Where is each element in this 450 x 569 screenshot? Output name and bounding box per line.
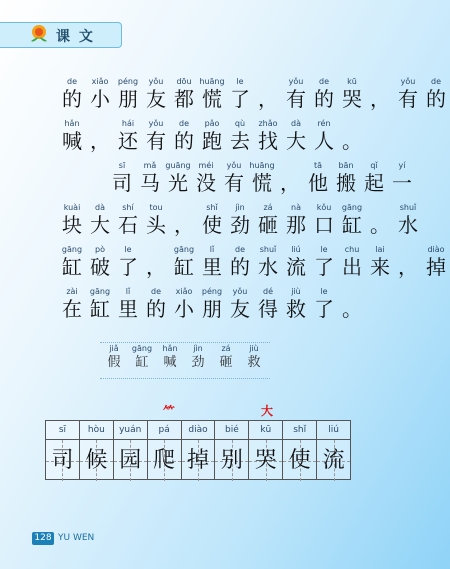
hanzi: 的: [426, 87, 446, 111]
grid-cell: [182, 421, 216, 479]
pinyin: shuǐ: [259, 245, 277, 254]
character-cell: [86, 76, 114, 112]
vocab-item: [240, 343, 268, 372]
grid-cell: [46, 421, 80, 479]
hanzi: ，: [146, 255, 166, 279]
character-cell: [276, 160, 304, 196]
hanzi: 使: [202, 213, 222, 237]
hanzi: 石: [118, 213, 138, 237]
character-cell: [338, 202, 366, 238]
hanzi: 出: [342, 255, 362, 279]
pinyin: zài: [66, 287, 78, 296]
pinyin: lai: [375, 245, 385, 254]
hanzi: 大: [90, 213, 110, 237]
character-cell: [114, 244, 142, 280]
hanzi: 。: [342, 297, 362, 321]
hanzi: 流: [286, 255, 306, 279]
grid-hanzi-box: [46, 440, 79, 481]
pinyin: [394, 244, 422, 255]
character-cell: [226, 76, 254, 112]
character-cell: [338, 244, 366, 280]
character-cell: [142, 286, 170, 322]
character-cell: [360, 160, 388, 196]
pinyin: diào: [427, 245, 445, 254]
section-title: 课 文: [56, 29, 95, 45]
hanzi: 有: [286, 87, 306, 111]
pinyin: [170, 202, 198, 213]
character-cell: [142, 202, 170, 238]
vocab-pinyin: jiǎ: [109, 344, 119, 353]
vocab-item: [100, 343, 128, 372]
pinyin: gāng: [61, 245, 83, 254]
character-cell: [136, 160, 164, 196]
pinyin: shí: [122, 203, 134, 212]
character-cell: [142, 76, 170, 112]
character-cell: [422, 76, 450, 112]
hanzi: 慌: [202, 87, 222, 111]
pinyin: gāng: [341, 203, 363, 212]
character-cell: [170, 118, 198, 154]
character-cell: [86, 118, 114, 154]
text-line: [58, 118, 378, 154]
vocab-item: [212, 343, 240, 372]
pinyin: de: [319, 77, 329, 86]
character-cell: [114, 76, 142, 112]
pinyin: zá: [263, 203, 273, 212]
character-cell: [142, 244, 170, 280]
character-cell: [58, 76, 86, 112]
character-cell: [198, 118, 226, 154]
pinyin: mǎ: [143, 161, 157, 170]
vocab-hanzi: 假: [107, 355, 121, 370]
character-cell: [282, 244, 310, 280]
pinyin: [338, 118, 366, 129]
vocab-pinyin: gāng: [131, 344, 153, 353]
pinyin: péng: [117, 77, 139, 86]
grid-hanzi-box: [182, 440, 215, 481]
grid-pinyin: pá: [148, 421, 181, 440]
hanzi: 那: [286, 213, 306, 237]
hanzi: 小: [90, 87, 110, 111]
pinyin: [86, 118, 114, 129]
character-cell: [114, 286, 142, 322]
pinyin: xiǎo: [175, 287, 193, 296]
character-cell: [254, 286, 282, 322]
character-cell: [226, 118, 254, 154]
character-cell: [114, 202, 142, 238]
hanzi: 慌: [252, 171, 272, 195]
vocab-pinyin: zá: [221, 344, 231, 353]
pinyin: zhǎo: [258, 119, 278, 128]
character-cell: [338, 118, 366, 154]
text-line: [58, 286, 378, 322]
hanzi: 了: [118, 255, 138, 279]
character-cell: [164, 160, 192, 196]
character-cell: [282, 202, 310, 238]
pinyin: huāng: [199, 77, 225, 86]
vocab-rule-bottom: [100, 378, 270, 379]
character-cell: [226, 202, 254, 238]
grid-hanzi: 流: [322, 448, 345, 473]
writing-grid: [45, 420, 351, 480]
grid-hanzi-box: [249, 440, 282, 481]
pinyin: de: [67, 77, 77, 86]
character-cell: [366, 202, 394, 238]
character-cell: [366, 244, 394, 280]
hanzi: 头: [146, 213, 166, 237]
hanzi: 缸: [62, 255, 82, 279]
hanzi: 里: [202, 255, 222, 279]
pinyin: [338, 286, 366, 297]
hanzi: 跑: [202, 129, 222, 153]
vocab-hanzi: 劲: [191, 355, 205, 370]
pinyin: dà: [95, 203, 105, 212]
character-cell: [310, 76, 338, 112]
hanzi: ，: [174, 213, 194, 237]
hanzi: 友: [230, 297, 250, 321]
hanzi: 朋: [202, 297, 222, 321]
book-label: YU WEN: [58, 533, 95, 543]
pinyin: yǒu: [232, 287, 248, 296]
pinyin: le: [320, 245, 328, 254]
character-cell: [58, 118, 86, 154]
character-cell: [198, 244, 226, 280]
grid-pinyin: sī: [46, 421, 79, 440]
pinyin: [276, 160, 304, 171]
page-number: 128: [32, 532, 54, 545]
hanzi: 破: [90, 255, 110, 279]
hanzi: 的: [314, 87, 334, 111]
character-cell: [394, 202, 422, 238]
grid-hanzi-box: [114, 440, 147, 481]
character-cell: [226, 244, 254, 280]
grid-hanzi-box: [317, 440, 350, 481]
character-cell: [254, 202, 282, 238]
character-cell: [332, 160, 360, 196]
character-cell: [310, 118, 338, 154]
character-cell: [198, 202, 226, 238]
text-line: [58, 202, 418, 238]
pinyin: yí: [398, 161, 406, 170]
hanzi: 缸: [174, 255, 194, 279]
vocabulary-row: [100, 343, 270, 372]
pinyin: huāng: [249, 161, 275, 170]
character-cell: [192, 160, 220, 196]
character-cell: [86, 202, 114, 238]
hanzi: 救: [286, 297, 306, 321]
grid-hanzi: 园: [119, 448, 142, 473]
hanzi: 人: [314, 129, 334, 153]
hanzi: 朋: [118, 87, 138, 111]
pinyin: xiǎo: [91, 77, 109, 86]
pinyin: bān: [338, 161, 354, 170]
hanzi: 。: [342, 129, 362, 153]
pinyin: liú: [291, 245, 301, 254]
hanzi: 他: [308, 171, 328, 195]
character-cell: [142, 118, 170, 154]
pinyin: dé: [263, 287, 273, 296]
pinyin: [366, 202, 394, 213]
character-cell: [170, 244, 198, 280]
pinyin: le: [236, 77, 244, 86]
vocab-pinyin: hǎn: [162, 344, 178, 353]
hanzi: 的: [146, 297, 166, 321]
character-cell: [310, 286, 338, 322]
hanzi: 光: [168, 171, 188, 195]
hanzi: ，: [370, 87, 390, 111]
pinyin: sī: [118, 161, 126, 170]
hanzi: 有: [224, 171, 244, 195]
hanzi: 的: [62, 87, 82, 111]
grid-cell: [317, 421, 350, 479]
hanzi: ，: [280, 171, 300, 195]
hanzi: ，: [258, 87, 278, 111]
hanzi: 砸: [258, 213, 278, 237]
character-cell: [254, 244, 282, 280]
hanzi: 口: [314, 213, 334, 237]
pinyin: qù: [234, 119, 246, 128]
pinyin: de: [235, 245, 245, 254]
grid-hanzi-box: [283, 440, 316, 481]
grid-pinyin: bié: [215, 421, 248, 440]
vocab-hanzi: 缸: [135, 355, 149, 370]
character-cell: [282, 118, 310, 154]
pinyin: lǐ: [125, 287, 131, 296]
grid-pinyin: kū: [249, 421, 282, 440]
grid-hanzi: 候: [85, 448, 108, 473]
pinyin: hǎn: [64, 119, 80, 128]
character-cell: [248, 160, 276, 196]
hanzi: 大: [286, 129, 306, 153]
character-cell: [282, 286, 310, 322]
hanzi: 哭: [342, 87, 362, 111]
grid-cell: [283, 421, 317, 479]
pinyin: yǒu: [288, 77, 304, 86]
character-cell: [58, 286, 86, 322]
character-cell: [338, 76, 366, 112]
vocab-pinyin: jiù: [249, 344, 259, 353]
pinyin: dōu: [176, 77, 192, 86]
pinyin: yǒu: [226, 161, 242, 170]
hanzi: 在: [62, 297, 82, 321]
hanzi: 的: [230, 255, 250, 279]
pinyin: hái: [121, 119, 135, 128]
vocab-pinyin: jìn: [193, 344, 203, 353]
pinyin: chu: [344, 245, 360, 254]
pinyin: kǒu: [316, 203, 332, 212]
hanzi: 一: [392, 171, 412, 195]
grid-pinyin: diào: [182, 421, 215, 440]
hanzi: 去: [230, 129, 250, 153]
character-cell: [198, 286, 226, 322]
pinyin: méi: [198, 161, 214, 170]
vocab-item: [156, 343, 184, 372]
pinyin: [254, 76, 282, 87]
vocab-item: [128, 343, 156, 372]
character-cell: [310, 244, 338, 280]
text-line: [58, 244, 446, 280]
hanzi: 司: [112, 171, 132, 195]
character-cell: [86, 286, 114, 322]
vocab-hanzi: 砸: [219, 355, 233, 370]
character-cell: [58, 202, 86, 238]
character-cell: [310, 202, 338, 238]
character-cell: [114, 118, 142, 154]
character-cell: [220, 160, 248, 196]
character-cell: [366, 76, 394, 112]
character-cell: [394, 76, 422, 112]
hanzi: 友: [146, 87, 166, 111]
grid-pinyin: yuán: [114, 421, 147, 440]
grid-pinyin: shǐ: [283, 421, 316, 440]
grid-pinyin: hòu: [80, 421, 113, 440]
pinyin: de: [179, 119, 189, 128]
hanzi: 的: [174, 129, 194, 153]
hanzi: 马: [140, 171, 160, 195]
pinyin: yǒu: [148, 119, 164, 128]
pinyin: yǒu: [148, 77, 164, 86]
hanzi: 没: [196, 171, 216, 195]
vocab-hanzi: 喊: [163, 355, 177, 370]
pinyin: le: [124, 245, 132, 254]
pinyin: yǒu: [400, 77, 416, 86]
pinyin: kū: [347, 77, 357, 86]
hanzi: ，: [90, 129, 110, 153]
hanzi: 还: [118, 129, 138, 153]
character-cell: [226, 286, 254, 322]
pinyin: pǎo: [204, 119, 220, 128]
grid-hanzi: 哭: [254, 448, 277, 473]
pinyin: [142, 244, 170, 255]
pinyin: qǐ: [370, 161, 378, 170]
flower-icon: [28, 23, 50, 45]
hanzi: 了: [314, 297, 334, 321]
text-line: [58, 160, 412, 196]
grid-hanzi: 爬: [153, 448, 176, 473]
pinyin: gāng: [173, 245, 195, 254]
grid-hanzi: 掉: [187, 448, 210, 473]
character-cell: [198, 76, 226, 112]
lesson-text: [58, 76, 446, 328]
hanzi: 来: [370, 255, 390, 279]
pinyin: gāng: [89, 287, 111, 296]
pinyin: jiù: [291, 287, 301, 296]
pinyin: le: [320, 287, 328, 296]
hanzi: 小: [174, 297, 194, 321]
grid-cell: [215, 421, 249, 479]
character-cell: [108, 160, 136, 196]
hanzi: ，: [398, 255, 418, 279]
character-cell: [338, 286, 366, 322]
pinyin: [366, 76, 394, 87]
character-cell: [254, 76, 282, 112]
hanzi: 起: [364, 171, 384, 195]
character-cell: [304, 160, 332, 196]
pinyin: shǐ: [206, 203, 218, 212]
character-cell: [170, 76, 198, 112]
radical-hint: ⺮: [163, 404, 176, 418]
hanzi: 了: [314, 255, 334, 279]
hanzi: 水: [258, 255, 278, 279]
hanzi: 喊: [62, 129, 82, 153]
hanzi: 得: [258, 297, 278, 321]
hanzi: 找: [258, 129, 278, 153]
pinyin: de: [151, 287, 161, 296]
pinyin: kuài: [63, 203, 81, 212]
pinyin: guāng: [165, 161, 191, 170]
hanzi: 劲: [230, 213, 250, 237]
vocab-item: [184, 343, 212, 372]
hanzi: 搬: [336, 171, 356, 195]
hanzi: 。: [370, 213, 390, 237]
grid-pinyin: liú: [317, 421, 350, 440]
character-cell: [254, 118, 282, 154]
pinyin: péng: [201, 287, 223, 296]
pinyin: shuǐ: [399, 203, 417, 212]
pinyin: de: [431, 77, 441, 86]
radical-hint: 大: [261, 404, 274, 418]
pinyin: dà: [291, 119, 301, 128]
character-cell: [394, 244, 422, 280]
hanzi: 水: [398, 213, 418, 237]
hanzi: 有: [146, 129, 166, 153]
pinyin: pò: [95, 245, 105, 254]
character-cell: [282, 76, 310, 112]
grid-hanzi: 司: [51, 448, 74, 473]
hanzi: 有: [398, 87, 418, 111]
grid-cell: [80, 421, 114, 479]
pinyin: tou: [149, 203, 163, 212]
grid-hanzi-box: [215, 440, 248, 481]
grid-hanzi: 别: [220, 448, 243, 473]
character-cell: [388, 160, 416, 196]
pinyin: lǐ: [209, 245, 215, 254]
hanzi: 了: [230, 87, 250, 111]
character-cell: [58, 244, 86, 280]
text-line: [58, 76, 446, 112]
grid-cell: [114, 421, 148, 479]
pinyin: tā: [313, 161, 323, 170]
hanzi: 里: [118, 297, 138, 321]
pinyin: nà: [291, 203, 301, 212]
character-cell: [86, 244, 114, 280]
hanzi: 掉: [426, 255, 446, 279]
pinyin: rén: [317, 119, 331, 128]
grid-cell: [148, 421, 182, 479]
hanzi: 块: [62, 213, 82, 237]
character-cell: [170, 286, 198, 322]
vocab-hanzi: 救: [247, 355, 261, 370]
character-cell: [422, 244, 450, 280]
grid-hanzi-box: [80, 440, 113, 481]
grid-cell: [249, 421, 283, 479]
grid-hanzi: 使: [288, 448, 311, 473]
grid-hanzi-box: [148, 440, 181, 481]
hanzi: 都: [174, 87, 194, 111]
hanzi: 缸: [90, 297, 110, 321]
hanzi: 缸: [342, 213, 362, 237]
pinyin: jìn: [235, 203, 245, 212]
character-cell: [170, 202, 198, 238]
